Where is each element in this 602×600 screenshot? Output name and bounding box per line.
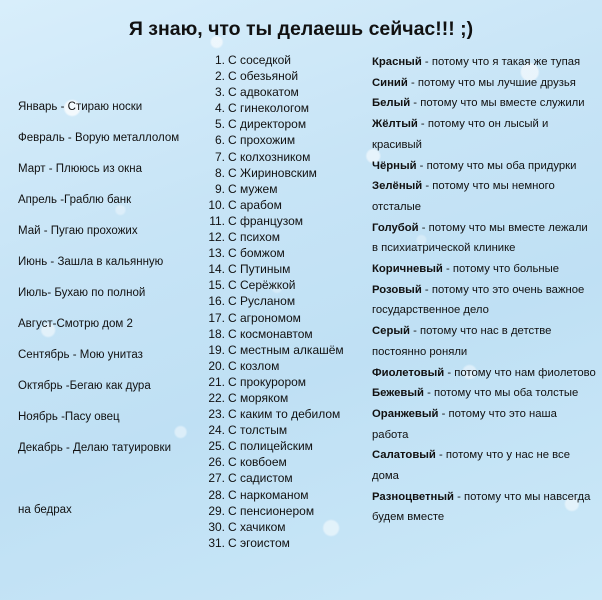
color-name: Оранжевый xyxy=(372,407,439,420)
list-item-label: С французом xyxy=(228,213,304,228)
list-item-number: 16. xyxy=(208,294,225,309)
numbered-list-item xyxy=(205,213,353,229)
numbered-list-item xyxy=(205,229,353,245)
numbered-list-item xyxy=(205,535,353,551)
page-title: Я знаю, что ты делаешь сейчас!!! ;) xyxy=(128,18,474,40)
numbered-list-item xyxy=(205,68,353,84)
list-item-label: С Русланом xyxy=(228,294,296,309)
numbered-list-item xyxy=(205,277,353,293)
numbered-list-column xyxy=(205,52,353,551)
list-item-number: 27. xyxy=(208,471,225,486)
color-name: Чёрный xyxy=(372,159,417,172)
list-item-label: С наркоманом xyxy=(228,487,309,502)
color-name: Фиолетовый xyxy=(372,366,445,379)
list-item-label: С моряком xyxy=(228,390,289,405)
color-name: Зелёный xyxy=(372,180,423,193)
colors-column xyxy=(372,52,596,528)
list-item-number: 26. xyxy=(208,455,225,470)
month-entry: Июнь - Зашла в кальянную xyxy=(18,256,164,268)
numbered-list-item xyxy=(205,342,353,358)
numbered-list-item xyxy=(205,245,353,261)
month-entry: Ноябрь -Пасу овец xyxy=(18,411,120,423)
color-reason: - потому что мы оба толстые xyxy=(423,387,579,400)
color-entry xyxy=(372,259,596,280)
color-entry xyxy=(372,404,596,445)
list-item-number: 21. xyxy=(208,374,225,389)
color-name: Красный xyxy=(372,56,422,68)
list-item-label: С прохожим xyxy=(228,133,296,148)
month-entry: Сентябрь - Мою унитаз xyxy=(18,349,143,361)
list-item-label: С космонавтом xyxy=(228,326,313,341)
list-item-number: 18. xyxy=(208,326,225,341)
list-item-number: 8. xyxy=(214,165,225,180)
list-item-label: С Серёжкой xyxy=(228,278,296,293)
color-reason: - потому что мы лучшие друзья xyxy=(407,76,576,89)
month-entry xyxy=(18,464,200,495)
list-item-number: 3. xyxy=(214,85,225,100)
color-name: Разноцветный xyxy=(372,490,454,503)
numbered-list-item xyxy=(205,181,353,197)
numbered-list-item xyxy=(205,470,353,486)
list-item-label: С полицейским xyxy=(228,439,313,454)
list-item-label: С Путиным xyxy=(228,262,291,277)
numbered-list-item xyxy=(205,358,353,374)
color-reason: - потому что мы оба придурки xyxy=(416,159,577,172)
color-name: Синий xyxy=(372,76,408,89)
list-item-label: С директором xyxy=(228,117,307,132)
list-item-label: С прокурором xyxy=(228,374,307,389)
numbered-list-item xyxy=(205,149,353,165)
color-entry xyxy=(372,363,596,384)
list-item-label: С агрономом xyxy=(228,310,301,325)
list-item-label: С местным алкашём xyxy=(228,342,344,357)
numbered-list-item xyxy=(205,52,353,68)
color-name: Жёлтый xyxy=(372,118,418,131)
list-item-label: С пенсионером xyxy=(228,503,315,518)
numbered-list-item xyxy=(205,390,353,406)
list-item-label: С психом xyxy=(228,230,280,245)
list-item-label: С соседкой xyxy=(228,53,291,67)
color-reason: - потому что это очень важное государственное дело xyxy=(372,283,585,317)
color-entry xyxy=(372,156,596,177)
list-item-number: 11. xyxy=(209,213,225,228)
list-item-number: 6. xyxy=(214,133,225,148)
color-reason: - потому что я такая же тупая xyxy=(421,56,581,68)
numbered-list-item xyxy=(205,438,353,454)
color-reason: - потому что нас в детстве постоянно роняли xyxy=(372,325,552,358)
color-name: Салатовый xyxy=(372,449,436,462)
color-reason: - потому что нам фиолетово xyxy=(444,366,596,379)
numbered-list-item xyxy=(205,454,353,470)
color-entry xyxy=(372,176,596,217)
color-reason: - потому что мы вместе служили xyxy=(410,97,585,110)
month-entry: Февраль - Ворую металлолом xyxy=(18,132,180,144)
numbered-list-item xyxy=(205,293,353,309)
numbered-list-item xyxy=(205,326,353,342)
color-entry xyxy=(372,93,596,114)
color-entry xyxy=(372,445,596,486)
list-item-number: 19. xyxy=(208,342,225,357)
color-reason: - потому что мы вместе лежали в психиатрической клинике xyxy=(372,221,588,255)
numbered-list-item xyxy=(205,519,353,535)
list-item-label: С обезьяной xyxy=(228,69,299,84)
list-item-number: 9. xyxy=(214,181,225,196)
list-item-number: 13. xyxy=(208,246,225,261)
list-item-number: 5. xyxy=(214,117,225,132)
color-reason: - потому что мы немного отсталые xyxy=(372,180,555,213)
list-item-label: С адвокатом xyxy=(228,85,299,100)
list-item-number: 1. xyxy=(214,53,225,67)
numbered-list-item xyxy=(205,487,353,503)
numbered-list-item xyxy=(205,503,353,519)
color-reason: - потому что больные xyxy=(442,263,560,276)
list-item-number: 24. xyxy=(208,423,225,438)
color-entry xyxy=(372,383,596,404)
month-entry: Декабрь - Делаю татуировки xyxy=(18,442,171,454)
list-item-number: 14. xyxy=(208,262,225,277)
list-item-number: 25. xyxy=(208,439,225,454)
list-item-number: 20. xyxy=(208,358,225,373)
list-item-number: 10. xyxy=(208,197,225,212)
list-item-label: С каким то дебилом xyxy=(228,407,341,422)
numbered-list-item xyxy=(205,116,353,132)
numbered-list-item xyxy=(205,197,353,213)
color-entry xyxy=(372,73,596,94)
list-item-label: С толстым xyxy=(228,423,288,438)
numbered-list-item xyxy=(205,84,353,100)
list-item-number: 31. xyxy=(208,535,225,550)
color-name: Бежевый xyxy=(372,387,424,400)
month-entry: Август-Смотрю дом 2 xyxy=(18,318,133,330)
list-item-number: 29. xyxy=(208,503,225,518)
month-entry: Май - Пугаю прохожих xyxy=(18,225,138,237)
month-entry: на бедрах xyxy=(18,504,72,516)
month-entry: Июль- Бухаю по полной xyxy=(18,287,146,299)
list-item-label: С козлом xyxy=(228,358,280,373)
list-item-number: 15. xyxy=(208,278,225,293)
color-reason: - потому что у нас не все дома xyxy=(372,449,570,483)
color-entry xyxy=(372,114,596,155)
list-item-number: 2. xyxy=(214,69,225,84)
list-item-label: С хачиком xyxy=(228,519,286,534)
list-item-label: С бомжом xyxy=(228,246,285,261)
color-entry xyxy=(372,52,596,73)
list-item-label: С мужем xyxy=(228,181,278,196)
numbered-list-item xyxy=(205,406,353,422)
months-column xyxy=(18,92,200,526)
list-item-number: 30. xyxy=(208,519,225,534)
numbered-list-item xyxy=(205,422,353,438)
color-entry xyxy=(372,487,596,528)
list-item-label: С садистом xyxy=(228,471,293,486)
color-entry xyxy=(372,280,596,321)
color-name: Серый xyxy=(372,325,410,338)
color-reason: - потому что мы навсегда будем вместе xyxy=(372,490,591,524)
list-item-label: С ковбоем xyxy=(228,455,287,470)
list-item-number: 17. xyxy=(208,310,225,325)
list-item-number: 12. xyxy=(208,230,225,245)
list-item-number: 7. xyxy=(214,149,225,164)
color-reason: - потому что он лысый и красивый xyxy=(372,118,549,151)
month-entry: Октябрь -Бегаю как дура xyxy=(18,380,151,392)
list-item-label: С эгоистом xyxy=(228,535,290,550)
list-item-label: С гинекологом xyxy=(228,101,310,116)
numbered-list-item xyxy=(205,100,353,116)
list-item-number: 23. xyxy=(208,407,225,422)
color-reason: - потому что это наша работа xyxy=(372,407,557,441)
numbered-list-item xyxy=(205,132,353,148)
numbered-list-item xyxy=(205,310,353,326)
list-item-number: 22. xyxy=(208,390,225,405)
color-name: Розовый xyxy=(372,283,422,296)
list-item-label: С арабом xyxy=(228,197,282,212)
color-name: Белый xyxy=(372,97,411,110)
color-name: Голубой xyxy=(372,221,419,234)
month-entry: Январь - Стираю носки xyxy=(18,101,143,113)
color-entry xyxy=(372,321,596,362)
list-item-label: С колхозником xyxy=(228,149,311,164)
list-item-number: 28. xyxy=(208,487,225,502)
numbered-list-item xyxy=(205,374,353,390)
month-entry: Март - Плююсь из окна xyxy=(18,163,142,175)
list-item-number: 4. xyxy=(214,101,225,116)
month-entry: Апрель -Граблю банк xyxy=(18,194,132,206)
color-name: Коричневый xyxy=(372,263,443,276)
color-entry xyxy=(372,218,596,259)
list-item-label: С Жириновским xyxy=(228,165,317,180)
numbered-list-item xyxy=(205,261,353,277)
numbered-list-item xyxy=(205,165,353,181)
